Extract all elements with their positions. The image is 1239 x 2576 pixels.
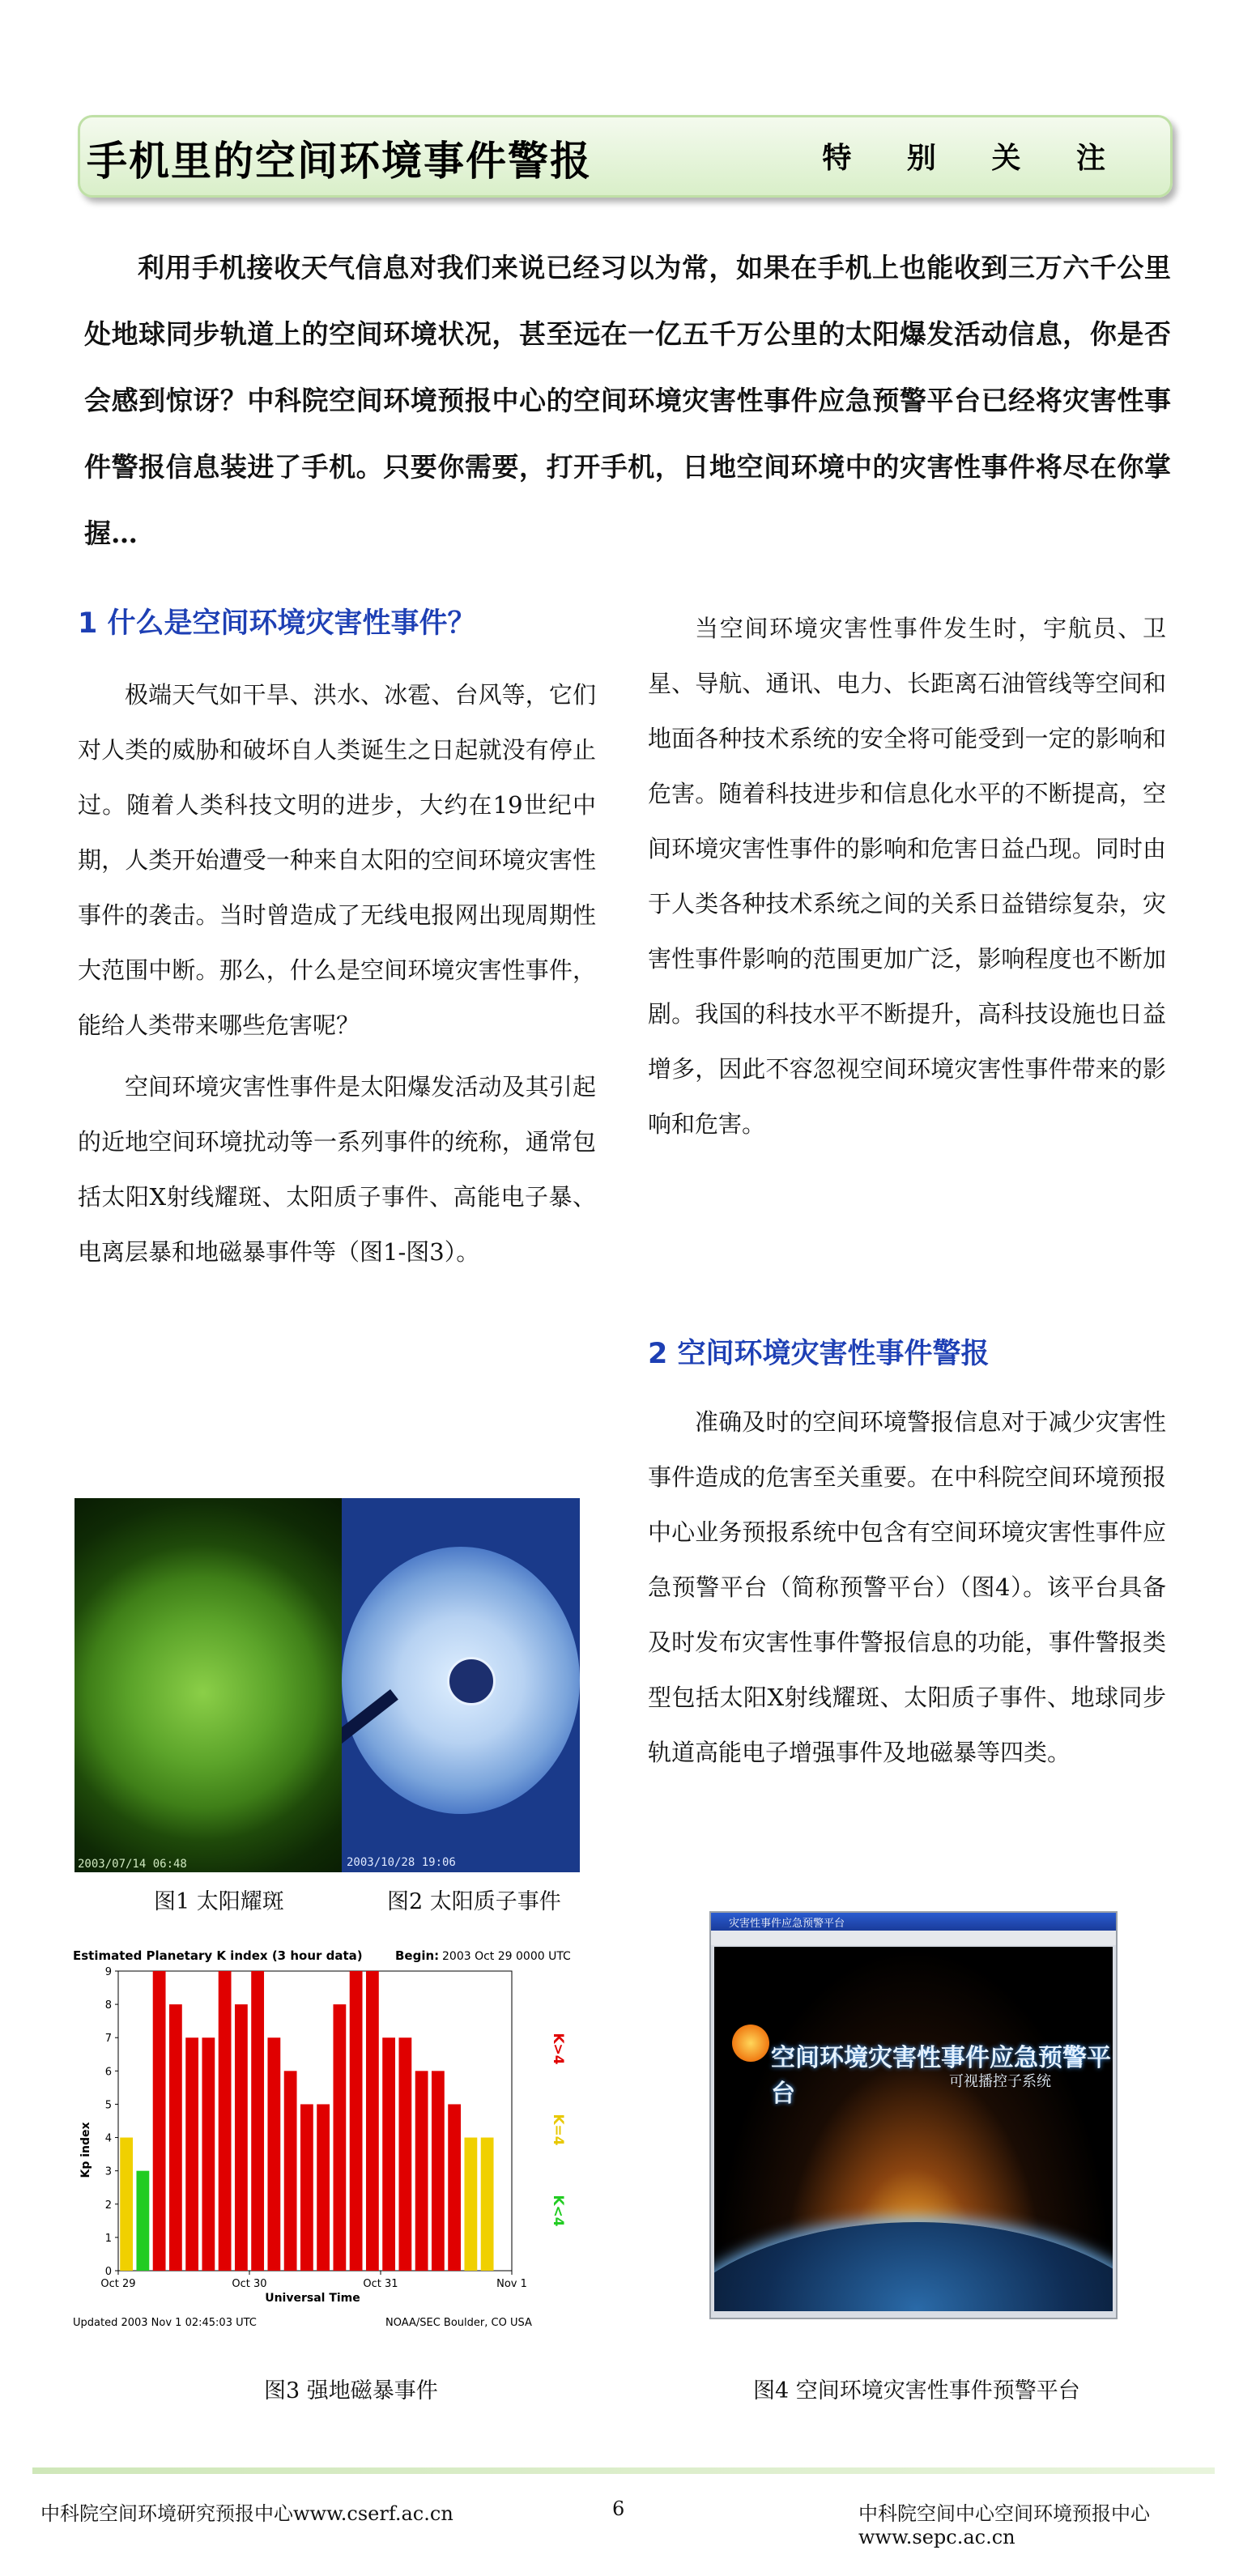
header-bar [78, 115, 1173, 198]
kp-bar [202, 2037, 215, 2271]
fig2-caption: 图2 太阳质子事件 [387, 1889, 561, 1914]
kp-index-chart [70, 1944, 596, 2332]
y-tick-label: 5 [104, 2099, 112, 2112]
section2-heading: 2 空间环境灾害性事件警报 [648, 1338, 990, 1370]
kp-bar [300, 2104, 313, 2271]
section2-paragraph-1: 准确及时的空间环境警报信息对于减少灾害性事件造成的危害至关重要。在中科院空间环境预报中心业务预报系统中包含有空间环境灾害性事件应急预警平台（简称预警平台）（图4）。该平台具备及时发布灾害性事件警报信息的功能，事件警报类型包括太阳X射线耀斑、太阳质子事件、地球同步轨道高能电子增强事件及地磁暴等四类。 [648, 1408, 1166, 1766]
kp-bar [235, 2004, 248, 2271]
kp-bar [120, 2138, 133, 2271]
kp-bar [284, 2071, 297, 2271]
kp-bar [481, 2138, 494, 2271]
x-tick-label: Oct 30 [232, 2278, 267, 2290]
kp-bar [432, 2071, 445, 2271]
x-tick-label: Oct 31 [363, 2278, 398, 2290]
figure-warning-platform-screenshot [709, 1911, 1118, 2319]
intro-paragraph: 利用手机接收天气信息对我们来说已经习以为常，如果在手机上也能收到三万六千公里处地球同步轨道上的空间环境状况，甚至远在一亿五千万公里的太阳爆发活动信息，你是否会感到惊讶？中科院空间环境预报中心的空间环境灾害性事件应急预警平台已经将灾害性事件警报信息装进了手机。只要你需要，打开手机，日地空间环境中的灾害性事件将尽在你掌握… [84, 252, 1171, 549]
app-window-titlebar [711, 1913, 1116, 1931]
right-paragraph-1: 当空间环境灾害性事件发生时，宇航员、卫星、导航、通讯、电力、长距离石油管线等空间和地面各种技术系统的安全将可能受到一定的影响和危害。随着科技进步和信息化水平的不断提高，空间环境灾害性事件的影响和危害日益凸现。同时由于人类各种技术系统之间的关系日益错综复杂，灾害性事件影响的范围更加广泛，影响程度也不断加剧。我国的科技水平不断提升，高科技设施也日益增多，因此不容忽视空间环境灾害性事件带来的影响和危害。 [648, 615, 1166, 1138]
section1-paragraph-2: 空间环境灾害性事件是太阳爆发活动及其引起的近地空间环境扰动等一系列事件的统称，通常包括太阳X射线耀斑、太阳质子事件、高能电子暴、电离层暴和地磁暴事件等（图1-图3）。 [78, 1073, 596, 1266]
kp-bar [185, 2037, 198, 2271]
kp-bar [350, 1971, 363, 2271]
app-splash-screen [714, 1947, 1113, 2311]
fig3-caption: 图3 强地磁暴事件 [264, 2378, 438, 2404]
chart-updated: Updated 2003 Nov 1 02:45:03 UTC [73, 2317, 257, 2329]
kp-bar [136, 2171, 149, 2271]
section-tag: 特 别 关 注 [822, 141, 1128, 175]
figure-proton-event-image [342, 1498, 580, 1872]
kp-bar [415, 2071, 428, 2271]
y-tick-label: 4 [104, 2132, 112, 2145]
left-column [78, 667, 596, 1286]
y-tick-label: 7 [104, 2033, 112, 2046]
figure-solar-flare-image [75, 1498, 342, 1872]
chart-begin-label: Begin: [395, 1948, 440, 1963]
chart-title: Estimated Planetary K index (3 hour data) [73, 1948, 363, 1963]
kp-bar [333, 2004, 346, 2271]
kp-bar [219, 1971, 232, 2271]
section1-paragraph-1: 极端天气如干旱、洪水、冰雹、台风等，它们对人类的威胁和破坏自人类诞生之日起就没有停止过。随着人类科技文明的进步，大约在19世纪中期，人类开始遭受一种来自太阳的空间环境灾害性事件的袭击。当时曾造成了无线电报网出现周期性大范围中断。那么，什么是空间环境灾害性事件，能给人类带来哪些危害呢？ [78, 681, 596, 1039]
y-tick-label: 9 [104, 1966, 112, 1978]
chart-xlabel: Universal Time [265, 2292, 360, 2305]
fig1-caption: 图1 太阳耀斑 [154, 1889, 284, 1914]
fig1-timestamp: 2003/07/14 06:48 [78, 1858, 187, 1871]
footer-right: 中科院空间中心空间环境预报中心www.sepc.ac.cn [858, 2502, 1150, 2548]
y-tick-label: 6 [104, 2066, 112, 2079]
chart-ylabel: Kp index [79, 2122, 92, 2178]
kp-bar [267, 2037, 280, 2271]
y-tick-label: 3 [104, 2165, 112, 2178]
footer-divider [32, 2467, 1215, 2474]
y-tick-label: 2 [104, 2199, 112, 2212]
footer-left: 中科院空间环境研究预报中心www.cserf.ac.cn [40, 2502, 453, 2525]
kp-bar [317, 2104, 330, 2271]
section2-column [648, 1394, 1166, 1786]
y-tick-label: 0 [104, 2266, 112, 2278]
right-column [648, 601, 1166, 1158]
platform-logo-icon [732, 2025, 769, 2062]
page-title: 手机里的空间环境事件警报 [87, 137, 592, 185]
app-window-title: 灾害性事件应急预警平台 [729, 1918, 845, 1930]
kp-bar [382, 2037, 395, 2271]
x-tick-label: Oct 29 [100, 2278, 136, 2290]
fig2-timestamp: 2003/10/28 19:06 [347, 1856, 456, 1869]
chart-begin-value: 2003 Oct 29 0000 UTC [442, 1950, 571, 1963]
y-tick-label: 1 [104, 2232, 112, 2245]
kp-bar [153, 1971, 166, 2271]
app-menubar [711, 1931, 1116, 1945]
page-number: 6 [612, 2497, 625, 2520]
kp-bar [169, 2004, 182, 2271]
occulter-disk [447, 1657, 496, 1705]
x-tick-label: Nov 1 [496, 2278, 527, 2290]
y-tick-label: 8 [104, 1999, 112, 2012]
chart-source: NOAA/SEC Boulder, CO USA [385, 2317, 532, 2329]
kp-bar [251, 1971, 264, 2271]
earth-horizon [714, 2222, 1113, 2311]
section1-heading: 1 什么是空间环境灾害性事件？ [78, 607, 476, 640]
kp-bar [366, 1971, 379, 2271]
legend-label: K<4 [550, 2195, 566, 2227]
kp-bar [464, 2138, 477, 2271]
app-title: 空间环境灾害性事件应急预警平台 [771, 2044, 1111, 2108]
app-subtitle: 可视播控子系统 [949, 2073, 1051, 2090]
legend-label: K=4 [550, 2114, 566, 2146]
kp-bar [448, 2104, 461, 2271]
fig4-caption: 图4 空间环境灾害性事件预警平台 [753, 2378, 1080, 2404]
legend-label: K>4 [550, 2033, 566, 2065]
kp-bar [398, 2037, 411, 2271]
